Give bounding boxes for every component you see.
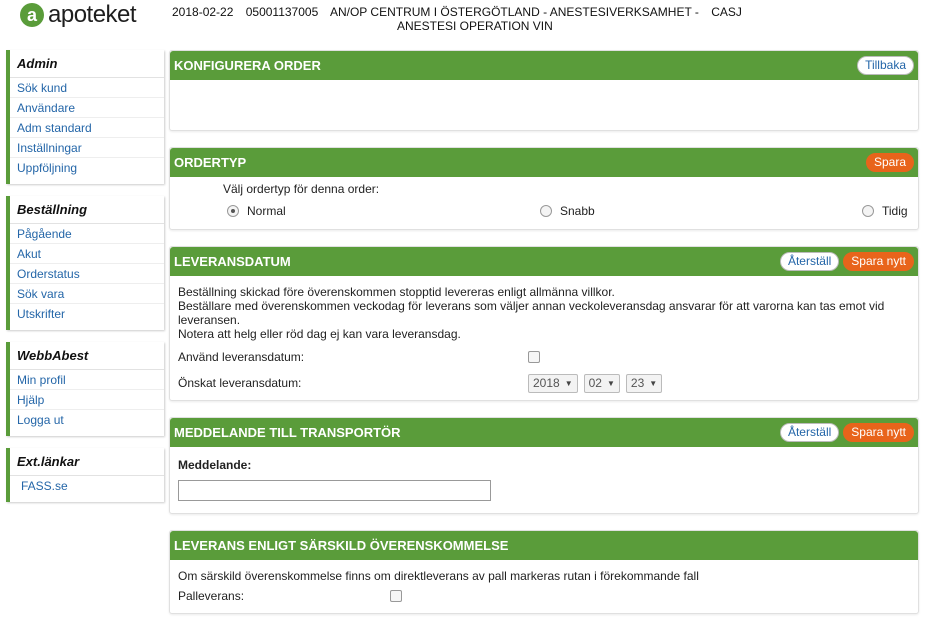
sidebar-heading-webbabest: WebbAbest [10, 348, 164, 370]
panel-body [170, 177, 918, 229]
panel-title: ORDERTYP [174, 155, 247, 170]
back-button[interactable]: Tillbaka [857, 56, 914, 75]
panel-sarskild-overenskommelse [169, 530, 919, 614]
sidebar-item-sok-kund[interactable]: Sök kund [10, 78, 164, 98]
use-date-checkbox[interactable] [528, 351, 540, 363]
pall-label: Palleverans: [178, 589, 245, 603]
leverans-info-line3: Notera att helg eller röd dag ej kan vara leveransdag. [178, 327, 461, 341]
customer-id: 05001137005 [245, 5, 319, 19]
apoteket-logo-icon: a [20, 3, 44, 27]
save-button[interactable]: Spara [866, 153, 914, 172]
radio-option-normal[interactable] [227, 204, 286, 218]
panel-ordertyp [169, 147, 919, 230]
sidebar-item-sok-vara[interactable]: Sök vara [10, 284, 164, 304]
panel-body [170, 447, 918, 513]
apoteket-logo[interactable] [20, 0, 136, 30]
radio-option-snabb[interactable] [540, 204, 595, 218]
ordertyp-prompt: Välj ordertyp för denna order: [223, 182, 380, 196]
panel-header [170, 148, 918, 177]
sidebar-item-orderstatus[interactable]: Orderstatus [10, 264, 164, 284]
panel-title: LEVERANS ENLIGT SÄRSKILD ÖVERENSKOMMELSE [174, 538, 509, 553]
sidebar-item-anvandare[interactable]: Användare [10, 98, 164, 118]
sidebar-item-utskrifter[interactable]: Utskrifter [17, 307, 65, 321]
sidebar-item-min-profil[interactable]: Min profil [10, 370, 164, 390]
chevron-down-icon: ▼ [649, 378, 658, 388]
desired-date-row [178, 370, 910, 396]
panel-konfigurera-order [169, 50, 919, 131]
panel-header [170, 418, 918, 447]
year-select[interactable]: 2018 ▼ [528, 374, 578, 393]
radio-button-snabb[interactable] [540, 205, 552, 217]
pall-checkbox[interactable] [390, 590, 402, 602]
customer-info [172, 5, 792, 33]
save-new-button[interactable]: Spara nytt [843, 423, 914, 442]
panel-body [170, 80, 918, 130]
message-input[interactable] [178, 480, 491, 501]
panel-header [170, 531, 918, 560]
panel-title: KONFIGURERA ORDER [174, 58, 321, 73]
pall-row [178, 583, 910, 609]
reset-button[interactable]: Återställ [780, 423, 839, 442]
sidebar-item-fass[interactable]: FASS.se [21, 479, 68, 493]
pall-info-text: Om särskild överenskommelse finns om direktleverans av pall markeras rutan i förekommande fall [178, 569, 699, 583]
panel-title: MEDDELANDE TILL TRANSPORTÖR [174, 425, 401, 440]
reset-button[interactable]: Återställ [780, 252, 839, 271]
radio-label-snabb: Snabb [560, 204, 595, 218]
panel-header [170, 51, 918, 80]
save-new-button[interactable]: Spara nytt [843, 252, 914, 271]
radio-label-normal: Normal [247, 204, 286, 218]
panel-leveransdatum [169, 246, 919, 401]
sidebar-section-admin [6, 50, 164, 184]
panel-body [170, 276, 918, 400]
desired-date-label: Önskat leveransdatum: [178, 376, 302, 390]
sidebar-item-logga-ut[interactable]: Logga ut [17, 413, 64, 427]
use-date-label: Använd leveransdatum: [178, 350, 305, 364]
main-content [169, 50, 919, 630]
sidebar-item-akut[interactable]: Akut [10, 244, 164, 264]
ordertyp-radio-group [170, 204, 918, 224]
sidebar-heading-extlankar: Ext.länkar [10, 454, 164, 476]
sidebar-item-installningar[interactable]: Inställningar [10, 138, 164, 158]
leverans-info-line1: Beställning skickad före överenskommen stopptid levereras enligt allmänna villkor. [178, 285, 615, 299]
sidebar-heading-bestallning: Beställning [10, 202, 164, 224]
customer-code: CASJ [711, 5, 742, 19]
panel-title: LEVERANSDATUM [174, 254, 291, 269]
radio-button-normal[interactable] [227, 205, 239, 217]
panel-body [170, 560, 918, 613]
sidebar-item-uppfoljning[interactable]: Uppföljning [17, 161, 78, 175]
day-select[interactable]: 23 ▼ [626, 374, 662, 393]
panel-meddelande [169, 417, 919, 514]
leverans-info-text [178, 280, 910, 341]
chevron-down-icon: ▼ [606, 378, 615, 388]
customer-name: AN/OP CENTRUM I ÖSTERGÖTLAND - ANESTESIVERKSAMHET - [329, 5, 699, 19]
header-date: 2018-02-22 [172, 5, 234, 19]
message-label: Meddelande: [178, 458, 252, 472]
sidebar-item-pagaende[interactable]: Pågående [10, 224, 164, 244]
chevron-down-icon: ▼ [564, 378, 573, 388]
sidebar-section-webbabest [6, 342, 164, 436]
sidebar-heading-admin: Admin [10, 56, 164, 78]
use-date-row [178, 344, 910, 370]
leverans-info-line2: Beställare med överenskommen veckodag för leverans som väljer annan veckoleveransdag ansvarar för att varorna kan tas emot vid leveransen. [178, 299, 885, 327]
radio-button-tidig[interactable] [862, 205, 874, 217]
radio-option-tidig[interactable] [862, 204, 908, 218]
radio-label-tidig: Tidig [882, 204, 908, 218]
sidebar [6, 50, 164, 514]
customer-name-line2: ANESTESI OPERATION VIN [397, 19, 553, 33]
sidebar-section-extlankar [6, 448, 164, 502]
sidebar-section-bestallning [6, 196, 164, 330]
sidebar-item-hjalp[interactable]: Hjälp [10, 390, 164, 410]
panel-header [170, 247, 918, 276]
month-select[interactable]: 02 ▼ [584, 374, 620, 393]
brand-name: apoteket [48, 1, 137, 28]
sidebar-item-adm-standard[interactable]: Adm standard [10, 118, 164, 138]
